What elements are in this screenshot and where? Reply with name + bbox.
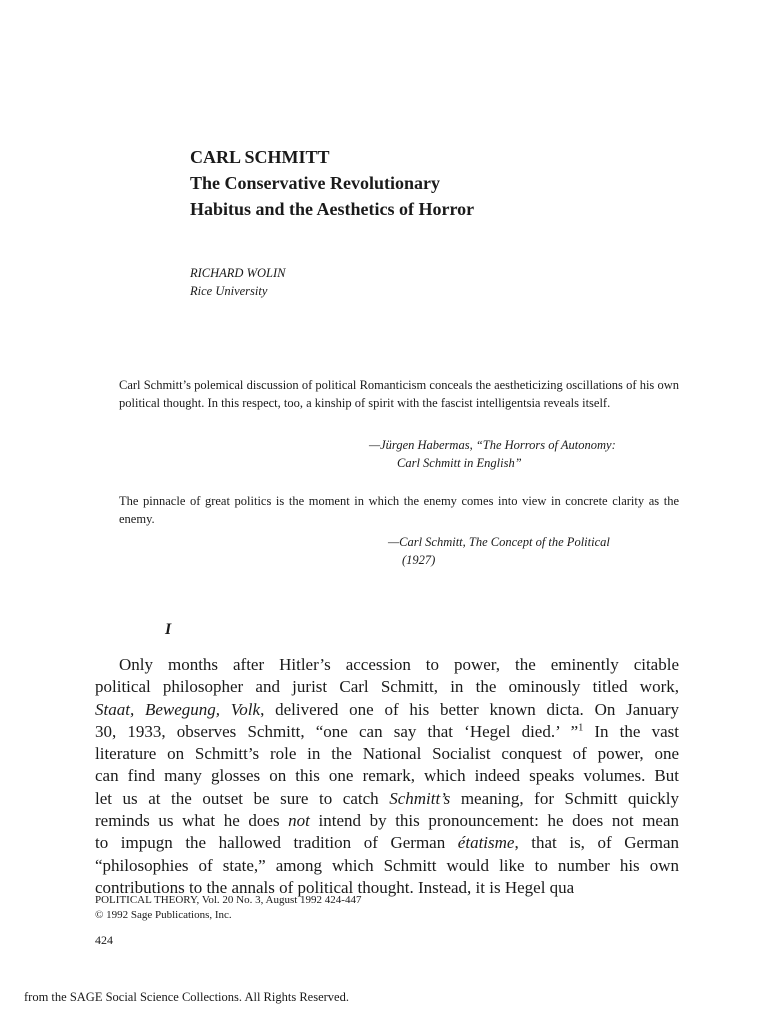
section-number: I bbox=[165, 621, 172, 638]
body-line: contributions to the annals of political thought. Instead, it is Hegel qua bbox=[95, 877, 575, 897]
watermark: from the SAGE Social Science Collections. All Rights Reserved. bbox=[24, 990, 349, 1004]
author-block bbox=[190, 264, 285, 300]
title-line-1: CARL SCHMITT bbox=[190, 147, 330, 167]
epigraph-schmitt-attribution bbox=[388, 533, 610, 569]
body-line: literature on Schmitt’s role in the National Socialist conquest of power, one bbox=[95, 744, 679, 764]
author-name: RICHARD WOLIN bbox=[190, 266, 286, 280]
journal-footer bbox=[95, 893, 361, 923]
title-line-3: Habitus and the Aesthetics of Horror bbox=[190, 199, 475, 219]
attribution-line: (1927) bbox=[402, 553, 436, 567]
body-line: reminds us what he does not intend by this pronouncement: he does not mean bbox=[95, 811, 680, 831]
body-line: 30, 1933, observes Schmitt, “one can say that ‘Hegel died.’ ”$^1$ In the vast bbox=[95, 721, 679, 741]
footnote-marker[interactable]: 1 bbox=[578, 722, 584, 734]
attribution-line: —Jürgen Habermas, “The Horrors of Autonomy: bbox=[369, 438, 616, 452]
epigraph-habermas: Carl Schmitt’s polemical discussion of political Romanticism conceals the aestheticizing oscillations of his own political thought. In this respect, too, a kinship of spirit with the fascist intelligentsia reveals itself. bbox=[119, 378, 679, 410]
copyright-notice: © 1992 Sage Publications, Inc. bbox=[95, 909, 232, 921]
title-line-2: The Conservative Revolutionary bbox=[190, 173, 440, 193]
emphasized-text: Schmitt’s bbox=[389, 788, 451, 808]
attribution-line: Carl Schmitt in English” bbox=[397, 456, 522, 470]
emphasized-text: étatisme bbox=[457, 833, 515, 853]
body-line: let us at the outset be sure to catch Schmitt’s meaning, for Schmitt quickly bbox=[95, 788, 679, 808]
article-title bbox=[190, 144, 690, 222]
emphasized-text: Staat, Bewegung, Volk bbox=[95, 699, 261, 719]
body-line: to impugn the hallowed tradition of German étatisme, that is, of German bbox=[95, 833, 679, 853]
attribution-line: —Carl Schmitt, The Concept of the Political bbox=[388, 535, 610, 549]
body-line: “philosophies of state,” among which Schmitt would like to number his own bbox=[95, 855, 679, 875]
body-line: Only months after Hitler’s accession to power, the eminently citable bbox=[119, 655, 679, 674]
journal-citation: POLITICAL THEORY, Vol. 20 No. 3, August 1992 424-447 bbox=[95, 894, 362, 906]
body-paragraph bbox=[95, 654, 679, 899]
epigraph-schmitt: The pinnacle of great politics is the moment in which the enemy comes into view in concrete clarity as the enemy. bbox=[119, 494, 679, 526]
body-line: can find many glosses on this one remark, which indeed speaks volumes. But bbox=[95, 766, 679, 786]
epigraph-habermas-attribution bbox=[369, 436, 616, 472]
body-line: Staat, Bewegung, Volk, delivered one of his better known dicta. On January bbox=[95, 699, 679, 719]
body-line: political philosopher and jurist Carl Schmitt, in the ominously titled work, bbox=[95, 677, 679, 697]
emphasized-text: not bbox=[288, 811, 310, 831]
author-affiliation: Rice University bbox=[190, 284, 268, 298]
page-number: 424 bbox=[95, 933, 113, 947]
